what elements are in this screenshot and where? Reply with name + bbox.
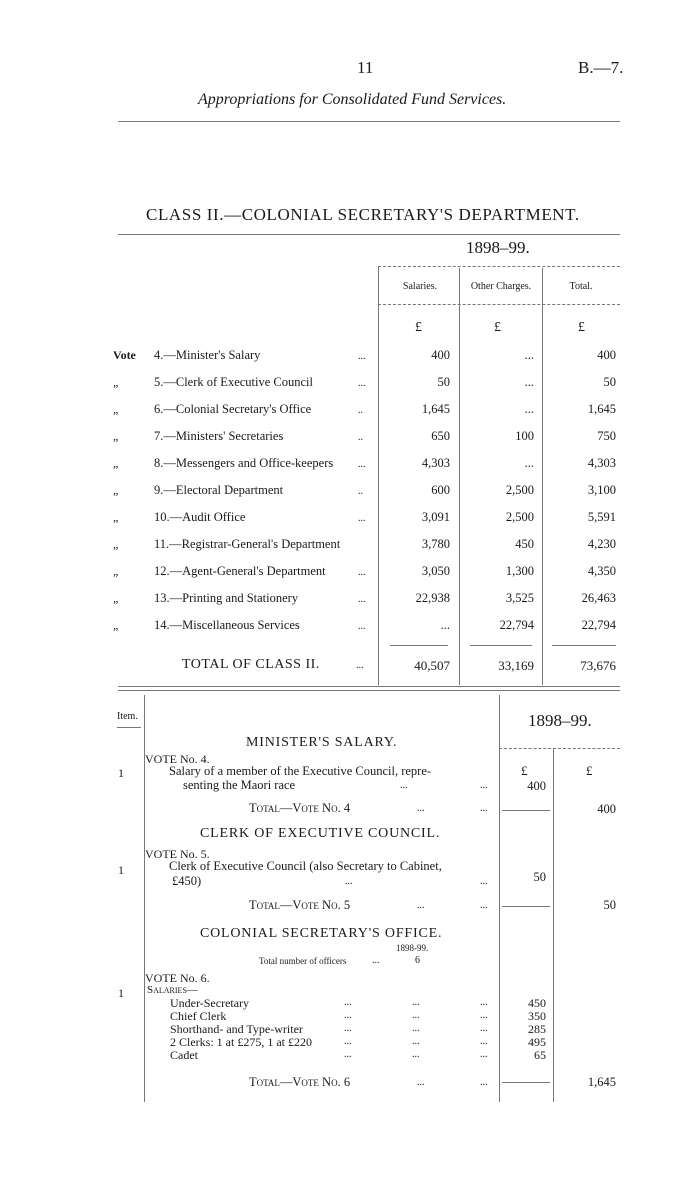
salary-dots: ... (412, 1036, 420, 1047)
minister-item-number: 1 (118, 766, 124, 780)
detail-year-rule (499, 748, 620, 749)
row-label: 4.—Minister's Salary (154, 348, 261, 362)
col-header-rule (378, 304, 620, 305)
salary-label: Shorthand- and Type-writer (170, 1022, 303, 1036)
summary-bottom-rule-2 (118, 690, 620, 691)
salary-dots: ... (412, 1023, 420, 1034)
row-dots: ... (358, 378, 366, 389)
year-rule (378, 266, 620, 267)
office-total-dots-2: ... (480, 1077, 488, 1088)
salary-dots: ... (480, 1049, 488, 1060)
total-rule-salaries (390, 645, 448, 646)
officers-year: 1898-99. (396, 943, 429, 953)
salary-amount: 350 (528, 1009, 546, 1023)
salary-label: Under-Secretary (170, 996, 250, 1010)
row-mark: „ (113, 618, 119, 632)
minister-dots-1: ... (400, 780, 408, 791)
row-dots: ... (358, 351, 366, 362)
document-reference: B.—7. (578, 58, 624, 77)
clerk-item-number: 1 (118, 863, 124, 877)
salary-amount: 285 (528, 1022, 546, 1036)
minister-total: 400 (597, 802, 616, 816)
office-item-number: 1 (118, 986, 124, 1000)
row-total: 22,794 (581, 618, 616, 632)
row-total: 3,100 (587, 483, 616, 497)
row-label: 7.—Ministers' Secretaries (154, 429, 284, 443)
salary-dots: ... (480, 1036, 488, 1047)
row-other-charges: 2,500 (505, 510, 534, 524)
clerk-total-dots-2: ... (480, 900, 488, 911)
row-mark: „ (113, 429, 119, 443)
salary-dots: ... (412, 1049, 420, 1060)
row-other-charges: ... (524, 402, 534, 416)
row-salaries: 3,780 (421, 537, 450, 551)
clerk-dots-1: ... (345, 876, 353, 887)
class-title: CLASS II.—COLONIAL SECRETARY'S DEPARTMENT. (146, 205, 580, 224)
row-mark: Vote (113, 348, 136, 362)
row-label: 10.—Audit Office (154, 510, 246, 524)
salary-dots: ... (344, 1049, 352, 1060)
salary-dots: ... (344, 997, 352, 1008)
summary-col-divider-1 (378, 266, 379, 685)
salary-label: Cadet (170, 1048, 198, 1062)
total-rule-other (470, 645, 532, 646)
minister-total-rule (502, 810, 550, 811)
row-dots: .. (358, 486, 363, 497)
col-header-salaries: Salaries. (402, 281, 438, 292)
row-label: 12.—Agent-General's Department (154, 564, 326, 578)
col-header-total: Total. (569, 281, 593, 292)
row-salaries: ... (440, 618, 450, 632)
clerk-heading: CLERK OF EXECUTIVE COUNCIL. (200, 826, 441, 841)
row-total: 26,463 (581, 591, 616, 605)
minister-dots-2: ... (480, 780, 488, 791)
row-salaries: 3,091 (421, 510, 450, 524)
summary-year: 1898–99. (466, 238, 530, 257)
officers-dots: ... (372, 955, 380, 966)
row-total: 4,303 (587, 456, 616, 470)
row-total: 5,591 (587, 510, 616, 524)
row-dots: ... (358, 621, 366, 632)
col-header-other-charges: Other Charges. (470, 281, 532, 292)
minister-currency-1: £ (521, 763, 528, 778)
row-salaries: 400 (431, 348, 450, 362)
summary-bottom-rule-1 (118, 686, 620, 687)
row-mark: „ (113, 537, 119, 551)
row-other-charges: 450 (515, 537, 534, 551)
minister-heading: MINISTER'S SALARY. (246, 735, 398, 750)
row-mark: „ (113, 456, 119, 470)
row-salaries: 4,303 (421, 456, 450, 470)
amount-column-divider-2 (553, 748, 554, 1102)
office-vote: VOTE No. 6. (145, 971, 210, 985)
clerk-total: 50 (603, 898, 616, 912)
row-label: 13.—Printing and Stationery (154, 591, 299, 605)
page-subtitle: Appropriations for Consolidated Fund Services. (198, 91, 507, 108)
row-total: 4,350 (587, 564, 616, 578)
row-label: 14.—Miscellaneous Services (154, 618, 300, 632)
row-other-charges: 1,300 (505, 564, 534, 578)
row-other-charges: 3,525 (505, 591, 534, 605)
salary-dots: ... (344, 1036, 352, 1047)
currency-total: £ (578, 320, 585, 335)
row-other-charges: 100 (515, 429, 534, 443)
summary-col-divider-3 (542, 268, 543, 685)
salaries-label: Salaries— (147, 984, 198, 996)
row-salaries: 3,050 (421, 564, 450, 578)
row-label: 8.—Messengers and Office-keepers (154, 456, 334, 470)
page-number: 11 (357, 58, 374, 77)
minister-total-dots-1: ... (417, 803, 425, 814)
office-total-rule (502, 1082, 550, 1083)
row-label: 9.—Electoral Department (154, 483, 284, 497)
row-mark: „ (113, 564, 119, 578)
row-total: 1,645 (587, 402, 616, 416)
minister-text-2: senting the Maori race (183, 778, 296, 792)
salary-dots: ... (412, 1010, 420, 1021)
salary-dots: ... (412, 997, 420, 1008)
row-dots: ... (358, 567, 366, 578)
clerk-text-2: £450) (172, 874, 202, 888)
officers-label: Total number of officers (259, 956, 347, 966)
salary-amount: 495 (528, 1035, 546, 1049)
row-total: 750 (597, 429, 616, 443)
salary-amount: 65 (534, 1048, 546, 1062)
minister-total-dots-2: ... (480, 803, 488, 814)
row-mark: „ (113, 402, 119, 416)
row-dots: ... (358, 594, 366, 605)
salary-dots: ... (344, 1010, 352, 1021)
officers-count: 6 (415, 955, 420, 966)
office-total-label: Total—Vote No. 6 (249, 1075, 351, 1089)
office-total-dots-1: ... (417, 1077, 425, 1088)
row-label: 11.—Registrar-General's Department (154, 537, 341, 551)
row-other-charges: ... (524, 375, 534, 389)
clerk-total-label: Total—Vote No. 5 (249, 898, 351, 912)
row-label: 6.—Colonial Secretary's Office (154, 402, 312, 416)
clerk-total-rule (502, 906, 550, 907)
clerk-dots-2: ... (480, 876, 488, 887)
total-rule-total (552, 645, 616, 646)
currency-salaries: £ (415, 320, 422, 335)
clerk-amount: 50 (533, 870, 546, 884)
clerk-total-dots-1: ... (417, 900, 425, 911)
minister-amount: 400 (527, 779, 546, 793)
detail-year: 1898–99. (528, 711, 592, 730)
row-dots: .. (358, 405, 363, 416)
header-rule (118, 121, 620, 122)
row-salaries: 600 (431, 483, 450, 497)
total-salaries: 40,507 (414, 658, 450, 673)
row-total: 400 (597, 348, 616, 362)
row-salaries: 50 (437, 375, 450, 389)
row-total: 50 (603, 375, 616, 389)
minister-text-1: Salary of a member of the Executive Council, repre- (169, 764, 432, 778)
salary-label: 2 Clerks: 1 at £275, 1 at £220 (170, 1035, 312, 1049)
office-heading: COLONIAL SECRETARY'S OFFICE. (200, 926, 443, 941)
row-dots: .. (358, 432, 363, 443)
salary-amount: 450 (528, 996, 546, 1010)
salary-dots: ... (480, 1023, 488, 1034)
row-other-charges: 2,500 (505, 483, 534, 497)
summary-top-rule (118, 234, 620, 235)
currency-other: £ (494, 320, 501, 335)
minister-currency-2: £ (586, 763, 593, 778)
total-class: 73,676 (580, 658, 616, 673)
row-salaries: 650 (431, 429, 450, 443)
salary-dots: ... (480, 1010, 488, 1021)
office-total: 1,645 (587, 1075, 616, 1089)
salary-label: Chief Clerk (170, 1009, 227, 1023)
item-header: Item. (117, 711, 138, 722)
row-other-charges: ... (524, 348, 534, 362)
total-row-label: TOTAL OF CLASS II. (182, 657, 320, 672)
row-total: 4,230 (587, 537, 616, 551)
row-mark: „ (113, 375, 119, 389)
row-mark: „ (113, 510, 119, 524)
row-other-charges: ... (524, 456, 534, 470)
item-header-rule (117, 727, 141, 728)
row-dots: ... (358, 513, 366, 524)
total-other-charges: 33,169 (498, 658, 534, 673)
row-mark: „ (113, 591, 119, 605)
clerk-text-1: Clerk of Executive Council (also Secretary to Cabinet, (169, 859, 442, 873)
salary-dots: ... (480, 997, 488, 1008)
row-salaries: 1,645 (421, 402, 450, 416)
row-label: 5.—Clerk of Executive Council (154, 375, 313, 389)
row-mark: „ (113, 483, 119, 497)
row-dots: ... (358, 459, 366, 470)
minister-vote: VOTE No. 4. (145, 752, 210, 766)
row-salaries: 22,938 (415, 591, 450, 605)
salary-dots: ... (344, 1023, 352, 1034)
total-row-dots: ... (356, 660, 364, 671)
clerk-vote: VOTE No. 5. (145, 847, 210, 861)
row-other-charges: 22,794 (499, 618, 534, 632)
minister-total-label: Total—Vote No. 4 (249, 801, 351, 815)
